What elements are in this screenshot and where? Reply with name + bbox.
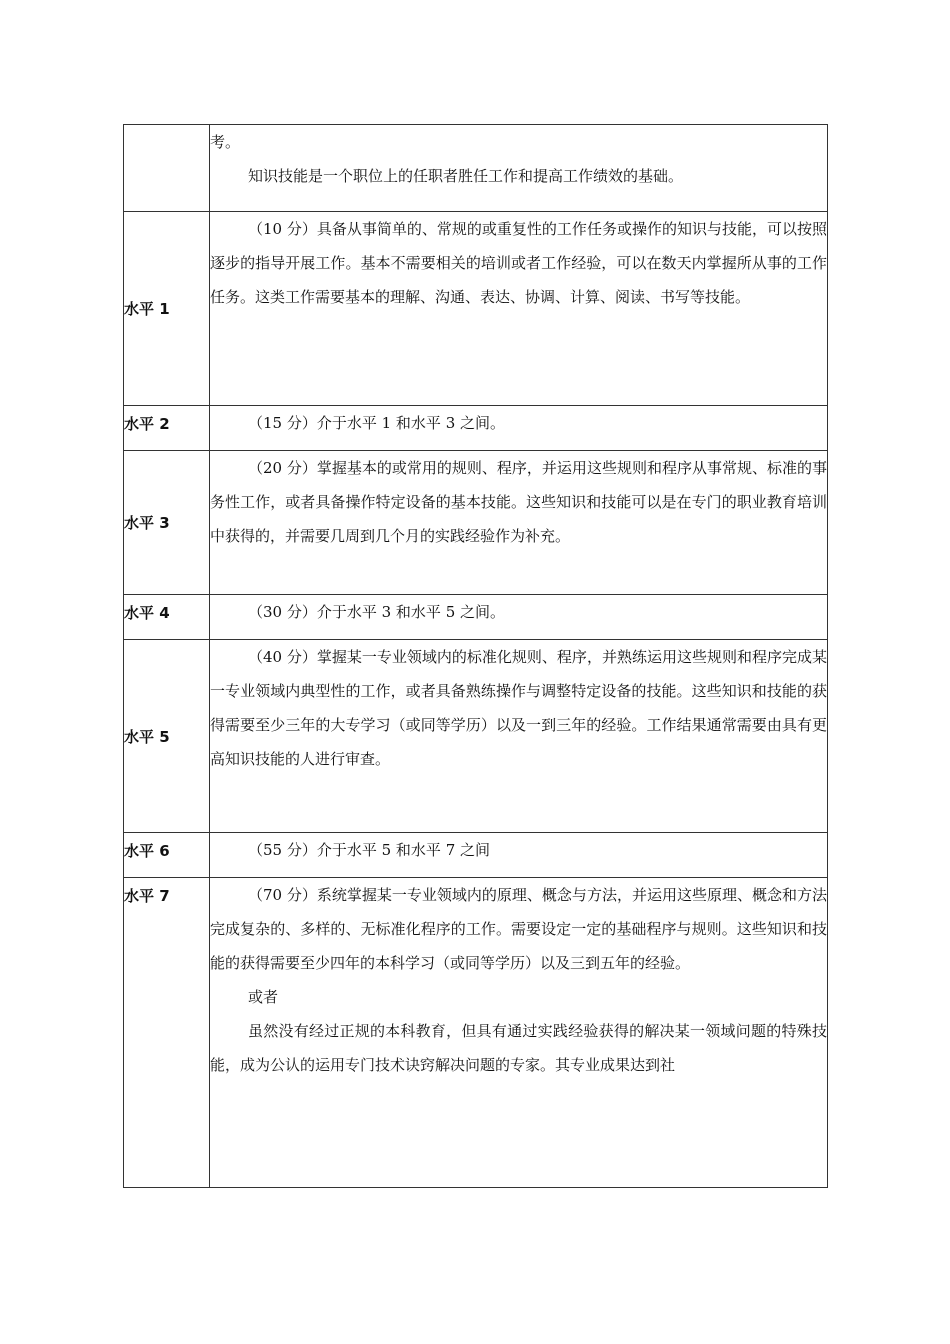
table-row xyxy=(124,212,828,406)
description-cell xyxy=(210,640,828,833)
description-paragraph: （55 分）介于水平 5 和水平 7 之间 xyxy=(248,841,491,859)
level-cell xyxy=(124,125,210,212)
level-cell: 水平 7 xyxy=(124,878,210,1188)
table-row xyxy=(124,125,828,212)
description-paragraph: （20 分）掌握基本的或常用的规则、程序，并运用这些规则和程序从事常规、标准的事务性工作，或者具备操作特定设备的基本技能。这些知识和技能可以是在专门的职业教育培训中获得的，并需要几周到几个月的实践经验作为补充。 xyxy=(210,459,827,545)
description-paragraph: 或者 xyxy=(248,988,279,1006)
knowledge-skill-table xyxy=(123,124,828,1188)
table-row xyxy=(124,595,828,640)
table-row xyxy=(124,833,828,878)
table-row xyxy=(124,406,828,451)
description-paragraph: （10 分）具备从事简单的、常规的或重复性的工作任务或操作的知识与技能，可以按照逐步的指导开展工作。基本不需要相关的培训或者工作经验，可以在数天内掌握所从事的工作任务。这类工作需要基本的理解、沟通、表达、协调、计算、阅读、书写等技能。 xyxy=(210,220,827,306)
table-row xyxy=(124,451,828,595)
level-cell: 水平 1 xyxy=(124,212,210,406)
description-paragraph: （70 分）系统掌握某一专业领域内的原理、概念与方法，并运用这些原理、概念和方法完成复杂的、多样的、无标准化程序的工作。需要设定一定的基础程序与规则。这些知识和技能的获得需要至少四年的本科学习（或同等学历）以及三到五年的经验。 xyxy=(210,886,827,972)
description-paragraph: （40 分）掌握某一专业领域内的标准化规则、程序，并熟练运用这些规则和程序完成某一专业领域内典型性的工作，或者具备熟练操作与调整特定设备的技能。这些知识和技能的获得需要至少三年的大专学习（或同等学历）以及一到三年的经验。工作结果通常需要由具有更高知识技能的人进行审查。 xyxy=(210,648,827,768)
description-cell xyxy=(210,451,828,595)
description-paragraph: 知识技能是一个职位上的任职者胜任工作和提高工作绩效的基础。 xyxy=(248,167,684,185)
description-cell xyxy=(210,125,828,212)
description-paragraph: 考。 xyxy=(210,133,241,151)
description-paragraph: （30 分）介于水平 3 和水平 5 之间。 xyxy=(248,603,506,621)
description-cell xyxy=(210,212,828,406)
description-cell xyxy=(210,833,828,878)
level-cell: 水平 6 xyxy=(124,833,210,878)
level-cell: 水平 4 xyxy=(124,595,210,640)
description-cell xyxy=(210,878,828,1188)
description-paragraph: （15 分）介于水平 1 和水平 3 之间。 xyxy=(248,414,506,432)
description-cell xyxy=(210,595,828,640)
description-cell xyxy=(210,406,828,451)
table-row xyxy=(124,640,828,833)
table-row xyxy=(124,878,828,1188)
description-paragraph: 虽然没有经过正规的本科教育，但具有通过实践经验获得的解决某一领域问题的特殊技能，成为公认的运用专门技术诀窍解决问题的专家。其专业成果达到社 xyxy=(210,1022,827,1074)
level-cell: 水平 2 xyxy=(124,406,210,451)
level-cell: 水平 5 xyxy=(124,640,210,833)
level-cell: 水平 3 xyxy=(124,451,210,595)
